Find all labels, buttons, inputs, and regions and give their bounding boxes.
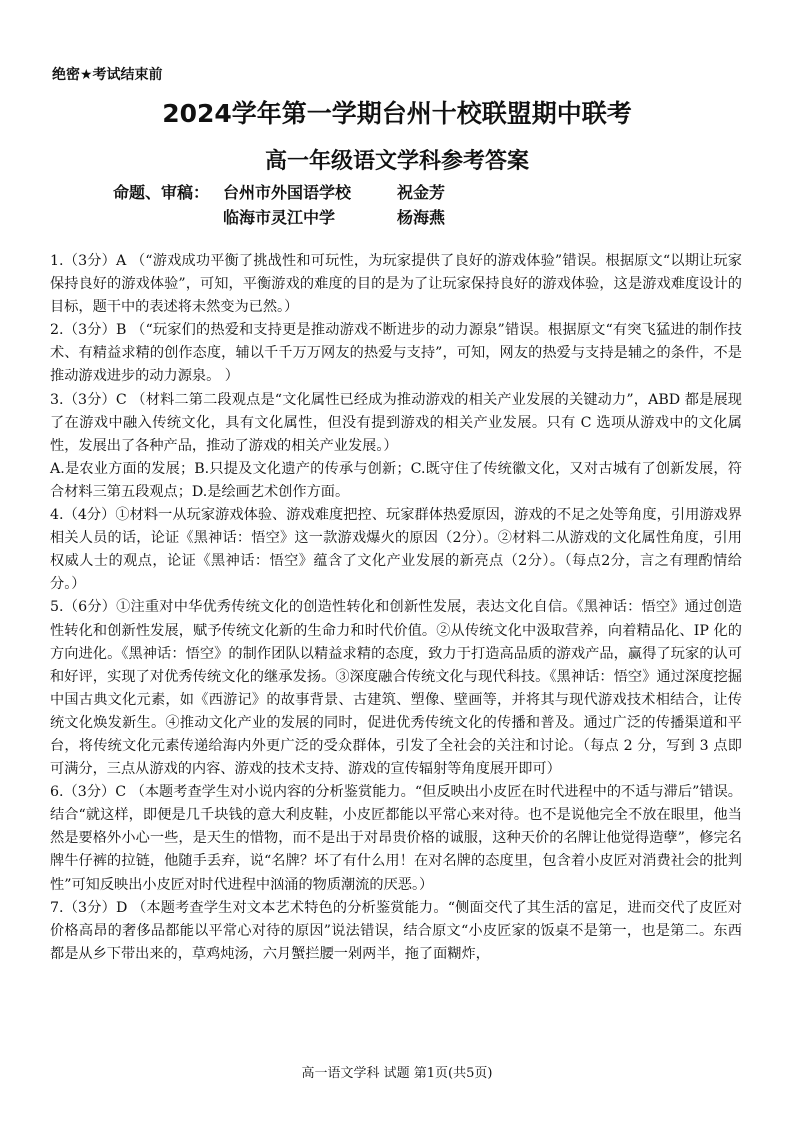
author-school: 台州市外国语学校 [223,183,352,202]
page-footer: 高一语文学科 试题 第1页(共5页) [301,1066,493,1081]
confidential-label: 绝密★考试结束前 [52,67,163,83]
author-label: 命题、审稿： [113,183,210,202]
exam-subtitle: 高一年级语文学科参考答案 [264,149,529,174]
author-name: 杨海燕 [397,208,446,227]
author-row [113,180,445,205]
author-row [113,205,445,230]
answer-item: 4.（4分）①材料一从玩家游戏体验、游戏难度把控、玩家群体热爱原因，游戏的不足之处等角度，引用游戏界相关人员的话，论证《黑神话：悟空》这一款游戏爆火的原因（2分）。②材料二从游戏的文化属性角度，引用权威人士的观点，论证《黑神话：悟空》蕴含了文化产业发展的新亮点（2分）。（每点2分，言之有理酌情给分。） [50,507,742,593]
answer-list [50,250,742,966]
answer-item: A.是农业方面的发展；B.只提及文化遗产的传承与创新；C.既守住了传统徽文化，又对古城有了创新发展，符合材料三第五段观点；D.是绘画艺术创作方面。 [50,460,742,500]
answer-item: 3.（3分）C （材料二第二段观点是“文化属性已经成为推动游戏的相关产业发展的关键动力”，ABD 都是展现了在游戏中融入传统文化，具有文化属性，但没有提到游戏的相关产业发展。只有 C 选项从游戏中的文化属性，发展出了各种产品，推动了游戏的相关产业发展。） [50,391,742,454]
answer-item: 5.（6分）①注重对中华优秀传统文化的创造性转化和创新性发展，表达文化自信。《黑神话：悟空》通过创造性转化和创新性发展，赋予传统文化新的生命力和时代价值。②从传统文化中汲取营养，向着精品化、IP 化的方向进化。《黑神话：悟空》的制作团队以精益求精的态度，致力于打造高品质的游戏产品，赢得了玩家的认可和好评，实现了对优秀传统文化的继承发扬。③深度融合传统文化与现代科技。《黑神话：悟空》通过深度挖掘中国古典文化元素，如《西游记》的故事背景、古建筑、塑像、壁画等，并将其与现代游戏技术相结合，让传统文化焕发新生。④推动文化产业的发展的同时，促进优秀传统文化的传播和普及。通过广泛的传播渠道和平台，将传统文化元素传递给海内外更广泛的受众群体，引发了全社会的关注和讨论。（每点 2 分，写到 3 点即可满分，三点从游戏的内容、游戏的技术支持、游戏的宣传辐射等角度展开即可） [50,599,742,778]
author-school: 临海市灵江中学 [223,208,336,227]
author-name: 祝金芳 [397,183,446,202]
authors-block [113,180,445,230]
answer-item: 7.（3分）D （本题考查学生对文本艺术特色的分析鉴赏能力。“侧面交代了其生活的富足，进而交代了皮匠对价格高昂的奢侈品都能以平常心对待的原因”说法错误，结合原文“小皮匠家的饭桌不是第一，也是第二。东西都是从乡下带出来的，草鸡炖汤，六月蟹拦腰一剁两半，拖了面糊炸， [50,899,742,962]
answer-item: 1.（3分）A （“游戏成功平衡了挑战性和可玩性，为玩家提供了良好的游戏体验”错误。根据原文“以期让玩家保持良好的游戏体验”，可知，平衡游戏的难度的目的是为了让玩家保持良好的游戏体验，这是游戏难度设计的目标，题干中的表述将未然变为已然。） [50,253,742,316]
answer-item: 6.（3分）C （本题考查学生对小说内容的分析鉴赏能力。“但反映出小皮匠在时代进程中的不适与滞后”错误。结合“就这样，即便是几千块钱的意大利皮鞋，小皮匠都能以平常心来对待。也不是说他完全不放在眼里，他当然是要格外小心一些，是天生的惜物，而不是出于对昂贵价格的诚服，这种天价的名牌让他觉得造孽”，修完名牌牛仔裤的拉链，他随手丢弃，说“名牌？坏了有什么用！在对名牌的态度里，包含着小皮匠对消费社会的批判性”可知反映出小皮匠对时代进程中汹涌的物质潮流的厌恶。） [50,784,742,893]
exam-title: 2024学年第一学期台州十校联盟期中联考 [162,99,632,128]
answer-item: 2.（3分）B （“玩家们的热爱和支持更是推动游戏不断进步的动力源泉”错误。根据原文“有突飞猛进的制作技术、有精益求精的创作态度，辅以千千万万网友的热爱与支持”，可知，网友的热爱与支持是辅之的条件，不是推动游戏进步的动力源泉。 ） [50,322,742,385]
